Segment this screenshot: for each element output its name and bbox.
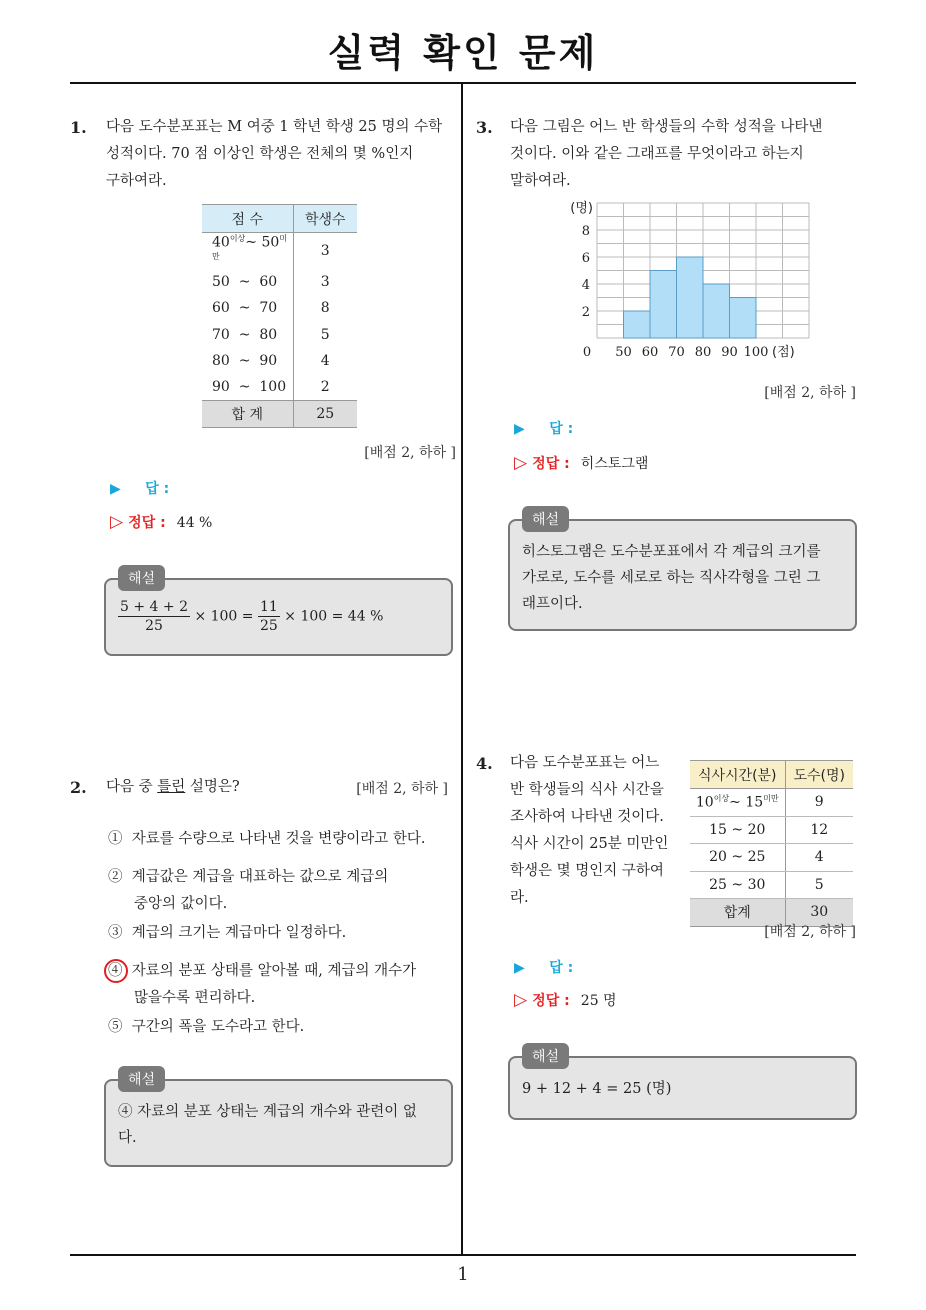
x-tick-label: 80	[694, 345, 712, 360]
q1-correct-value: 44 %	[176, 515, 213, 531]
correct-arrow-icon: ▷	[514, 453, 528, 473]
q1-correct-label: 정답 :	[128, 515, 166, 531]
q4-score: [배점 2, 하하 ]	[764, 924, 856, 940]
table-row: $10^{이상}\sim$ $15^{미만}$ 9	[690, 789, 853, 817]
answer-arrow-icon: ▶	[514, 421, 525, 437]
table-row: 80 ~ 90 4	[202, 348, 357, 375]
q1-header-students: 학생수	[293, 205, 357, 233]
q3-answer-row	[514, 418, 573, 438]
histogram-bar	[624, 311, 651, 338]
x-axis-unit: (점)	[772, 345, 795, 360]
top-divider	[70, 82, 856, 84]
q4-explanation-formula: 9 + 12 + 4 = 25 (명)	[522, 1081, 672, 1097]
page-number: 1	[457, 1264, 469, 1285]
q1-question-line: 구하여라.	[106, 173, 167, 189]
x-tick-label: 0	[582, 345, 592, 360]
q1-answer-row	[110, 478, 169, 498]
table-row: 70 ~ 80 5	[202, 321, 357, 348]
q4-correct-row	[514, 990, 617, 1010]
x-tick-label: 100	[743, 345, 769, 360]
q1-question-line: 다음 도수분포표는 M 여중 1 학년 학생 25 명의 수학	[106, 119, 443, 135]
y-tick-label: 6	[581, 251, 590, 266]
q1-header-score: 점 수	[202, 205, 293, 233]
q1-explanation-tab: 해설	[118, 565, 165, 591]
q2-underlined-word: 틀린	[157, 779, 186, 795]
table-total-row: 합계 30	[690, 899, 853, 927]
x-tick-label: 70	[668, 345, 685, 360]
correct-arrow-icon: ▷	[110, 512, 124, 532]
q4-answer-label: 답 :	[549, 960, 574, 976]
q2-option-2: ② 계급값은 계급을 대표하는 값으로 계급의 중앙의 값이다.	[108, 869, 389, 912]
q1-frequency-table	[202, 204, 357, 428]
q2-question: 다음 중 틀린 설명은?	[106, 779, 240, 795]
q1-question-line: 성적이다. 70 점 이상인 학생은 전체의 몇 %인지	[106, 146, 414, 162]
q2-explanation-tab: 해설	[118, 1066, 165, 1092]
y-tick-label: 4	[581, 278, 590, 293]
q1-question	[106, 114, 458, 195]
q2-score: [배점 2, 하하 ]	[356, 781, 448, 797]
q4-correct-label: 정답 :	[532, 993, 570, 1009]
q3-correct-row	[514, 453, 648, 473]
q3-question-line: 다음 그림은 어느 반 학생들의 수학 성적을 나타낸	[510, 119, 823, 135]
table-row: 20 ~ 25 4	[690, 844, 853, 872]
q3-correct-value: 히스토그램	[580, 456, 649, 472]
table-row: 60 ~ 70 8	[202, 295, 357, 322]
q4-header-frequency: 도수(명)	[785, 761, 853, 789]
histogram-bar	[650, 271, 677, 339]
answer-arrow-icon: ▶	[514, 960, 525, 976]
q4-question-line: 식사 시간이 25분 미만인	[510, 836, 669, 852]
q3-answer-label: 답 :	[549, 421, 574, 437]
q4-header-time: 식사시간(분)	[690, 761, 785, 789]
q1-answer-label: 답 :	[145, 481, 170, 497]
q2-option-5: ⑤ 구간의 폭을 도수라고 한다.	[108, 1019, 305, 1035]
table-row: 15 ~ 20 12	[690, 816, 853, 844]
q1-score: [배점 2, 하하 ]	[364, 445, 456, 461]
q4-frequency-table	[690, 760, 853, 927]
q2-option-4: ④ 자료의 분포 상태를 알아볼 때, 계급의 개수가 많을수록 편리하다.	[108, 963, 417, 1006]
table-row: $40^{이상}\sim$ $50^{미만}$ 3	[202, 233, 357, 269]
x-tick-label: 60	[641, 345, 659, 360]
histogram-bar	[703, 284, 730, 338]
q3-question-line: 말하여라.	[510, 173, 571, 189]
q4-question-line: 라.	[510, 890, 529, 906]
correct-arrow-icon: ▷	[514, 990, 528, 1010]
q4-correct-value: 25 명	[580, 993, 617, 1009]
q2-answer-circle-mark	[104, 959, 128, 983]
page-title: 실력 확인 문제	[327, 31, 599, 75]
q3-histogram-chart	[560, 196, 820, 366]
q3-number: 3.	[476, 118, 493, 137]
q2-number: 2.	[70, 778, 87, 797]
q3-question	[510, 114, 855, 195]
q3-explanation-box: 히스토그램은 도수분포표에서 각 계급의 크기를 가로로, 도수를 세로로 하는 직사각형을 그린 그 래프이다.	[508, 519, 857, 631]
q4-explanation-tab: 해설	[522, 1043, 569, 1069]
histogram-bar	[677, 257, 704, 338]
q1-number: 1.	[70, 118, 87, 137]
q3-explanation-tab: 해설	[522, 506, 569, 532]
q4-question-line: 다음 도수분포표는 어느	[510, 755, 660, 771]
column-divider	[461, 84, 463, 1256]
y-tick-label: 8	[581, 224, 590, 239]
y-axis-unit: (명)	[570, 201, 593, 216]
q4-question	[510, 750, 680, 912]
q3-question-line: 것이다. 이와 같은 그래프를 무엇이라고 하는지	[510, 146, 804, 162]
q2-explanation-box: ④ 자료의 분포 상태는 계급의 개수와 관련이 없 다.	[104, 1079, 453, 1167]
q2-option-3: ③ 계급의 크기는 계급마다 일정하다.	[108, 925, 347, 941]
q2-option-1: ① 자료를 수량으로 나타낸 것을 변량이라고 한다.	[108, 831, 426, 847]
y-tick-label: 2	[581, 305, 590, 320]
table-total-row: 합 계 25	[202, 401, 357, 428]
x-tick-label: 50	[615, 345, 632, 360]
q4-question-line: 조사하여 나타낸 것이다.	[510, 809, 664, 825]
q3-score: [배점 2, 하하 ]	[764, 385, 856, 401]
histogram-bar	[730, 298, 757, 339]
q4-question-line: 반 학생들의 식사 시간을	[510, 782, 664, 798]
q4-answer-row	[514, 957, 573, 977]
q1-correct-row	[110, 512, 212, 532]
q1-explanation-formula: $\frac{5 + 4 + 2}{25}$ × 100 = $\frac{11}{25}$ × 100 = 44 %	[120, 599, 384, 634]
q4-question-line: 학생은 몇 명인지 구하여	[510, 863, 664, 879]
table-row: 90 ~ 100 2	[202, 374, 357, 401]
bottom-divider	[70, 1254, 856, 1256]
q3-correct-label: 정답 :	[532, 456, 570, 472]
table-row: 25 ~ 30 5	[690, 871, 853, 899]
table-row: 50 ~ 60 3	[202, 268, 357, 295]
answer-arrow-icon: ▶	[110, 481, 121, 497]
x-tick-label: 90	[721, 345, 738, 360]
q4-number: 4.	[476, 754, 493, 773]
